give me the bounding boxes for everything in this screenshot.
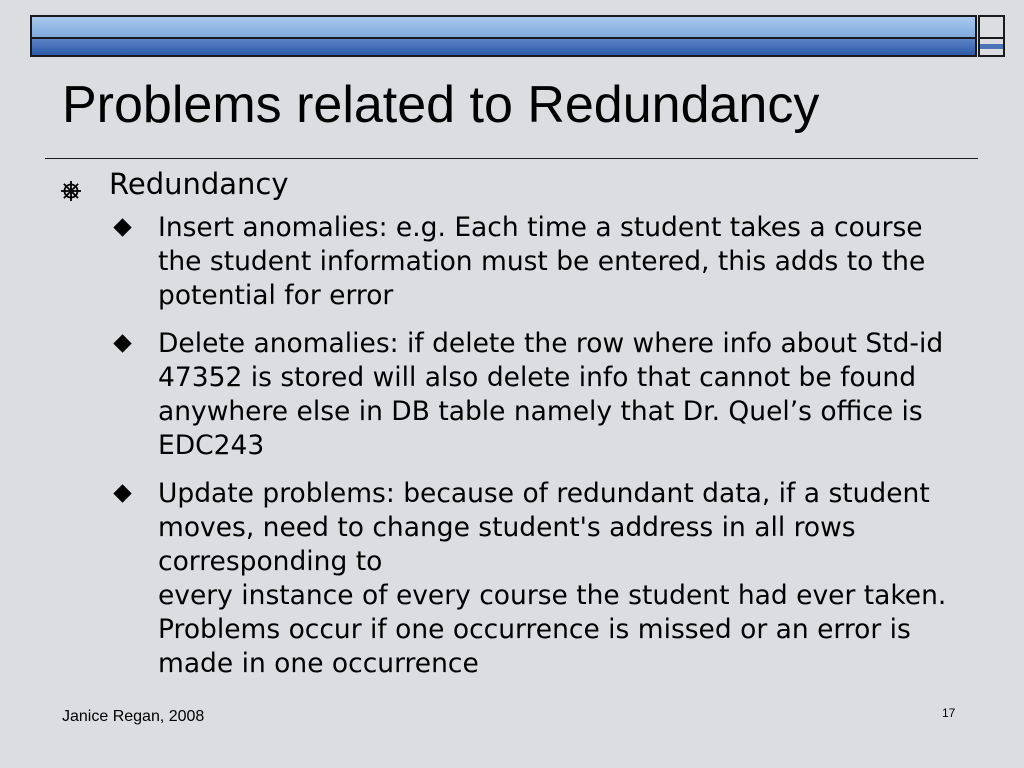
header-decoration-box bbox=[978, 15, 1005, 57]
slide-title: Problems related to Redundancy bbox=[62, 76, 820, 134]
diamond-bullet-icon bbox=[113, 484, 131, 502]
bullet-level2-text: Insert anomalies: e.g. Each time a student takes a course the student information must be entered, this adds to the potential for error bbox=[158, 212, 926, 311]
slide-content bbox=[60, 165, 970, 695]
title-divider bbox=[45, 158, 978, 159]
bullet-delete-anomalies bbox=[60, 327, 970, 463]
page-number: 17 bbox=[942, 706, 956, 720]
bullet-level2-text-line2: every instance of every course the student had ever taken. Problems occur if one occurrence is missed or an error is made in one occurrence bbox=[158, 580, 947, 679]
header-box-fill bbox=[980, 44, 1003, 49]
header-bar-dark-stripe bbox=[32, 39, 975, 55]
header-decoration-bar bbox=[30, 15, 977, 57]
bullet-level1-text: Redundancy bbox=[109, 167, 289, 201]
diamond-bullet-icon bbox=[113, 218, 131, 236]
bullet-level2-text: Delete anomalies: if delete the row where info about Std-id 47352 is stored will also delete info that cannot be found anywhere else in DB table namely that Dr. Quel’s office is EDC243 bbox=[158, 328, 944, 461]
ships-wheel-icon bbox=[60, 173, 82, 195]
bullet-update-problems bbox=[60, 477, 970, 681]
bullet-insert-anomalies bbox=[60, 211, 970, 313]
footer-author: Janice Regan, 2008 bbox=[62, 708, 205, 725]
header-bar-light-stripe bbox=[32, 17, 975, 39]
diamond-bullet-icon bbox=[113, 334, 131, 352]
bullet-level1-redundancy bbox=[60, 165, 970, 203]
header-box-line bbox=[980, 37, 1003, 39]
bullet-level2-text-line1: Update problems: because of redundant data, if a student moves, need to change student's address in all rows corresponding to bbox=[158, 478, 930, 577]
